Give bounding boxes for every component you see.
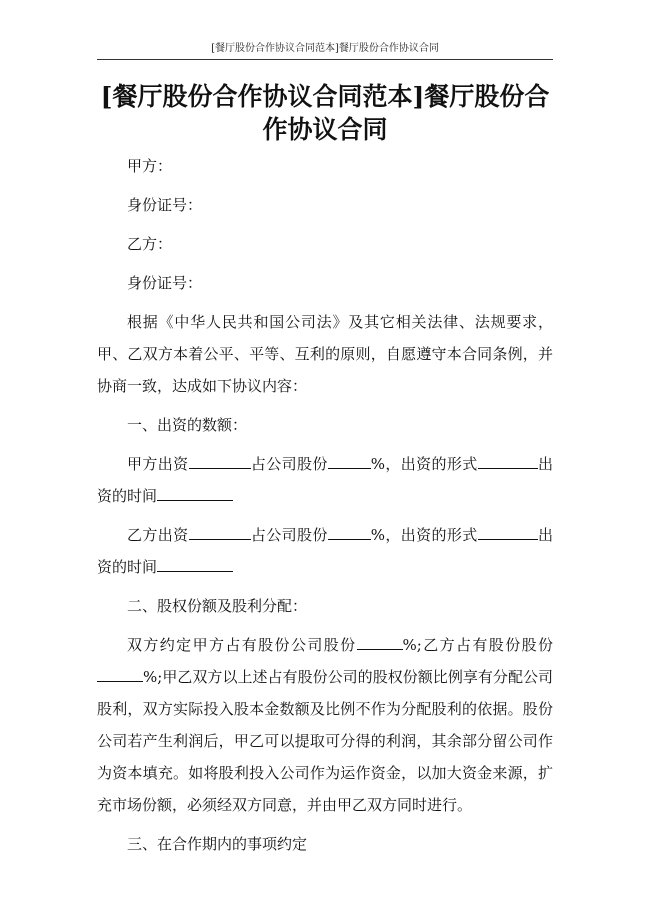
- clause-text: 乙方出资: [127, 526, 189, 544]
- blank-date: [157, 482, 233, 501]
- blank-amount: [189, 450, 251, 469]
- party-a-capital-clause: [97, 448, 553, 512]
- clause-text: 甲方出资: [127, 455, 189, 473]
- blank-form: [478, 450, 538, 469]
- clause-text: %，出资的形式: [370, 455, 478, 473]
- clause-text: 双方约定甲方占有股份公司股份: [127, 636, 357, 654]
- clause-text: %，出资的形式: [370, 526, 478, 544]
- blank-form: [478, 521, 538, 540]
- section-2-heading: 二、股权份额及股利分配：: [127, 597, 308, 615]
- blank-amount: [189, 521, 251, 540]
- blank-date: [157, 553, 233, 572]
- running-header: [餐厅股份合作协议合同范本]餐厅股份合作协议合同: [211, 43, 439, 54]
- header-rule: [97, 59, 553, 60]
- blank-percent: [357, 631, 403, 650]
- clause-text: 占公司股份: [250, 455, 328, 473]
- party-a-field: 甲方：: [127, 157, 173, 175]
- party-b-field: 乙方：: [127, 235, 173, 253]
- clause-text: 出资的时间: [97, 526, 553, 576]
- clause-text: %;乙方占有股份股份: [402, 636, 553, 654]
- blank-percent: [328, 450, 371, 469]
- clause-text: 占公司股份: [250, 526, 328, 544]
- section-1-heading: 一、出资的数额：: [127, 416, 248, 434]
- clause-text: 出资的时间: [97, 455, 553, 505]
- clause-text: %;甲乙双方以上述占有股份公司的股权份额比例享有分配公司股利，双方实际投入股本金数额及比例不作为分配股利的依据。股份公司若产生利润后，甲乙可以提取可分得的利润，其余部分留公司作为资本填充。如将股利投入公司作为运作资金，以加大资金来源，扩充市场份额，必须经双方同意，并由甲乙双方同时进行。: [97, 668, 553, 814]
- blank-percent: [97, 663, 143, 682]
- party-a-id-field: 身份证号：: [127, 196, 203, 214]
- preamble-paragraph: 根据《中华人民共和国公司法》及其它相关法律、法规要求，甲、乙双方本着公平、平等、互利的原则，自愿遵守本合同条例，并协商一致，达成如下协议内容：: [97, 313, 553, 395]
- blank-percent: [328, 521, 371, 540]
- section-3-heading: 三、在合作期内的事项约定: [127, 835, 308, 853]
- party-b-capital-clause: [97, 519, 553, 583]
- document-body: [97, 150, 553, 867]
- document-title: [餐厅股份合作协议合同范本]餐厅股份合作协议合同: [100, 82, 550, 144]
- equity-share-paragraph: [97, 629, 553, 821]
- party-b-id-field: 身份证号：: [127, 274, 203, 292]
